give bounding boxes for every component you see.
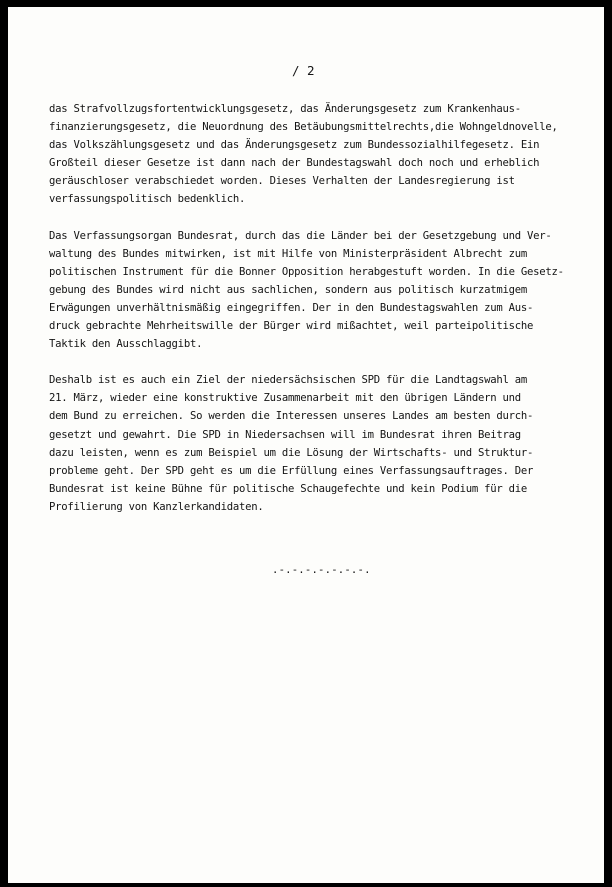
section-separator: .-.-.-.-.-.-.-. [272,564,371,576]
text-line: geräuschloser verabschiedet worden. Dieses Verhalten der Landesregierung ist [49,175,515,188]
text-line: Großteil dieser Gesetze ist dann nach der Bundestagswahl doch noch und erheblich [49,157,540,170]
text-line: dazu leisten, wenn es zum Beispiel um die Lösung der Wirtschafts- und Struktur- [49,446,534,459]
text-line: druck gebrachte Mehrheitswille der Bürger wird mißachtet, weil parteipolitische [49,320,534,333]
text-line: Deshalb ist es auch ein Ziel der niedersächsischen SPD für die Landtagswahl am [49,374,527,387]
text-line: finanzierungsgesetz, die Neuordnung des Betäubungsmittelrechts,die Wohngeldnovelle, [49,121,558,134]
text-line: gebung des Bundes wird nicht aus sachlichen, sondern aus politisch kurzatmigem [49,283,527,296]
text-line: verfassungspolitisch bedenklich. [49,193,246,206]
text-line: probleme geht. Der SPD geht es um die Erfüllung eines Verfassungsauftrages. Der [49,464,534,477]
text-line: politischen Instrument für die Bonner Opposition herabgestuft worden. In die Gesetz- [49,265,564,278]
paragraph-1 [49,100,594,209]
paragraph-3 [49,371,594,516]
text-line: waltung des Bundes mitwirken, ist mit Hilfe von Ministerpräsident Albrecht zum [49,247,527,260]
text-line: Taktik den Ausschlaggibt. [49,338,203,351]
text-line: dem Bund zu erreichen. So werden die Interessen unseres Landes am besten durch- [49,410,534,423]
text-line: gesetzt und gewahrt. Die SPD in Niedersachsen will im Bundesrat ihren Beitrag [49,428,521,441]
text-line: Erwägungen unverhältnismäßig eingegriffen. Der in den Bundestagswahlen zum Aus- [49,301,534,314]
paragraph-2 [49,227,594,354]
text-line: das Strafvollzugsfortentwicklungsgesetz, das Änderungsgesetz zum Krankenhaus- [49,103,521,115]
text-line: das Volkszählungsgesetz und das Änderungsgesetz zum Bundessozialhilfegesetz. Ein [49,139,540,152]
document-page [8,7,604,883]
text-line: Bundesrat ist keine Bühne für politische Schaugefechte und kein Podium für die [49,482,527,495]
text-line: 21. März, wieder eine konstruktive Zusammenarbeit mit den übrigen Ländern und [49,392,521,405]
text-line: Das Verfassungsorgan Bundesrat, durch das die Länder bei der Gesetzgebung und Ver- [49,229,552,242]
text-line: Profilierung von Kanzlerkandidaten. [49,500,264,513]
page-number: / 2 [292,63,315,78]
body-text [49,100,594,534]
